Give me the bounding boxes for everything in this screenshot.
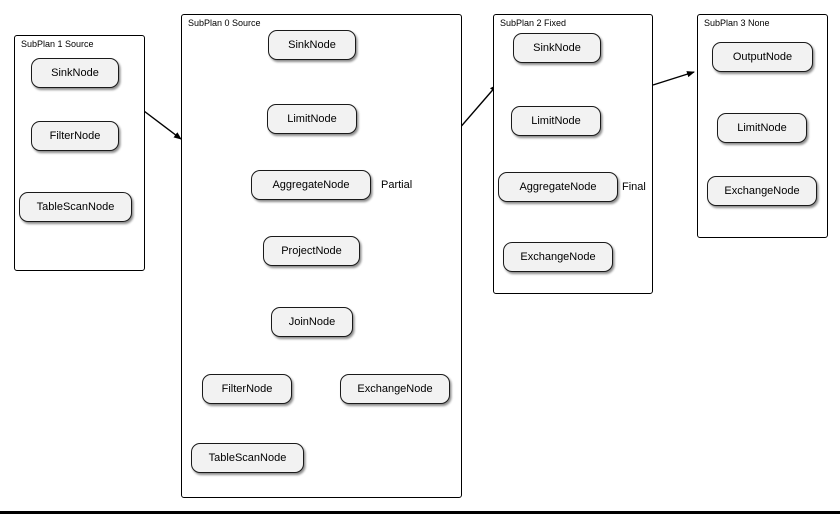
plan-node[interactable]: OutputNode [712,42,813,72]
subplan-title: SubPlan 2 Fixed [500,18,567,28]
plan-node[interactable]: TableScanNode [191,443,304,473]
subplan-title: SubPlan 0 Source [188,18,261,28]
plan-node[interactable]: SinkNode [31,58,119,88]
plan-node[interactable]: AggregateNode [251,170,371,200]
edge-arrow [653,72,694,85]
node-annotation: Partial [381,179,413,191]
plan-node[interactable]: ProjectNode [263,236,360,266]
node-annotation: Final [622,181,646,193]
plan-node[interactable]: SinkNode [513,33,601,63]
plan-node[interactable]: LimitNode [511,106,601,136]
subplan-title: SubPlan 1 Source [21,39,94,49]
plan-node[interactable]: ExchangeNode [707,176,817,206]
plan-node[interactable]: FilterNode [202,374,292,404]
plan-node[interactable]: ExchangeNode [503,242,613,272]
plan-node[interactable]: FilterNode [31,121,119,151]
plan-node[interactable]: LimitNode [267,104,357,134]
plan-node[interactable]: TableScanNode [19,192,132,222]
edge-arrow [458,85,497,130]
edge-arrow [140,108,181,139]
plan-node[interactable]: JoinNode [271,307,353,337]
plan-node[interactable]: SinkNode [268,30,356,60]
plan-node[interactable]: LimitNode [717,113,807,143]
plan-node[interactable]: ExchangeNode [340,374,450,404]
plan-node[interactable]: AggregateNode [498,172,618,202]
subplan-title: SubPlan 3 None [704,18,770,28]
